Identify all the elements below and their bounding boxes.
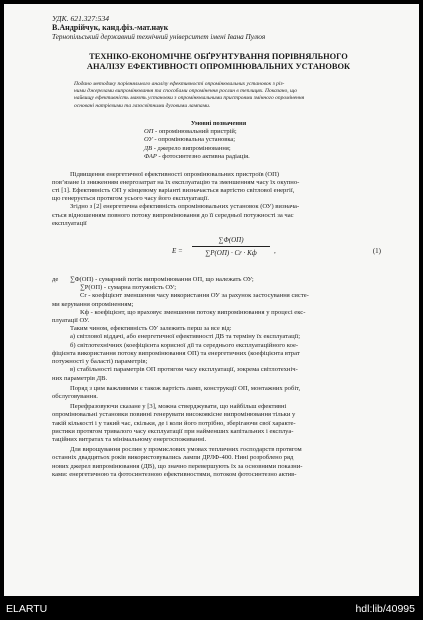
repository-footer xyxy=(0,596,423,620)
paragraph xyxy=(52,446,385,479)
equation-fraction xyxy=(192,236,270,257)
definition-continuation: ми керування опроміненням; xyxy=(52,300,134,308)
text-line: опромінювальні установки повинні генерувати високоякісне випромінювання тільки у xyxy=(52,411,296,419)
text-line: останніх двадцятьох років використовувались лампи ДРЛФ-400. Нині розроблено ряд xyxy=(52,454,294,462)
notation-desc: - опромінювальний пристрій; xyxy=(153,128,237,136)
text-line: Поряд з цим важливими є також вартість ламп, конструкції ОП, монтажних робіт, xyxy=(70,384,301,392)
abstract-line: найвищу ефективність мають установки з опромінювальними пристроями змінного опромінення xyxy=(74,95,305,102)
affiliation-line: Тернопільський державний технічний університет імені Івана Пулюя xyxy=(52,33,266,41)
title-line: АНАЛІЗУ ЕФЕКТИВНОСТІ ОПРОМІНЮВАЛЬНИХ УСТАНОВОК xyxy=(86,62,351,71)
paragraph xyxy=(52,403,385,444)
notation-desc: - джерело випромінювання; xyxy=(152,144,231,152)
definition-item: ∑P(ОП) - сумарна потужність ОУ; xyxy=(80,284,177,292)
notation-symbol: ДВ xyxy=(144,144,153,152)
article-body xyxy=(52,14,385,479)
paragraph xyxy=(52,203,385,228)
definition-continuation: плуатації ОУ. xyxy=(52,317,90,325)
notation-item xyxy=(144,136,385,144)
definition-item xyxy=(52,276,385,284)
list-item: а) світлової віддачі, або енергетичної ефективності ДВ та терміну їх експлуатації; xyxy=(70,333,301,341)
list-item: в) стабільності параметрів ОП протягом часу експлуатації, зокрема світлотехніч- xyxy=(70,366,298,374)
notation-symbol: ФАР xyxy=(144,153,157,161)
abstract xyxy=(74,81,379,110)
notation-item xyxy=(144,128,385,136)
paragraph xyxy=(52,385,385,401)
article-title xyxy=(52,52,385,72)
equation-number: (1) xyxy=(372,247,381,256)
equation-denominator: ∑P(ОП) · Cr · Kф xyxy=(205,249,257,258)
text-line: фіцієнта використання потоку випромінювання ОП) та енергетичних (коефіцієнта втрат xyxy=(52,349,300,357)
document-page xyxy=(4,4,419,596)
repository-name: ELARTU xyxy=(6,603,48,615)
equation-lhs: E = xyxy=(172,247,183,256)
text-line: обслуговування. xyxy=(52,392,98,400)
text-line: Згідно з [2] енергетична ефективність опромінювальних установок (ОУ) визнача- xyxy=(70,203,300,211)
list-item: б) світлотехнічних (коефіцієнта корисної дії та середнього експлуатаційного кое- xyxy=(70,341,299,349)
notation-symbol: ОП xyxy=(144,128,154,136)
factor-list xyxy=(52,333,385,382)
author-line: В.Андрійчук, канд.фіз.-мат.наук xyxy=(52,23,169,32)
text-line: Підвищення енергетичної ефективності опромінювальних пристроїв (ОП) xyxy=(70,170,280,178)
text-line: ками: енергетичною та фотосинтезною ефективностями, потоком фотосинтезно актив- xyxy=(52,470,297,478)
text-line: потужності у баласті) параметрів; xyxy=(52,358,148,366)
abstract-line: Подано методику порівняльного аналізу ефективності опромінювальних установок з різ- xyxy=(74,81,285,87)
title-line: ТЕХНІКО-ЕКОНОМІЧНЕ ОБҐРУНТУВАННЯ ПОРІВНЯЛЬНОГО xyxy=(89,52,348,61)
text-line: Перефразовуючи сказане у [3], можна стверджувати, що найбільш ефективні xyxy=(70,403,287,411)
text-line: що генерується протягом усього часу його експлуатації. xyxy=(52,195,210,203)
text-line: такій кількості і у такий час, скільки, де і коли його потрібно, зберігаючи свої характе- xyxy=(52,419,296,427)
text-line: Для вирощування рослин у промислових умовах тепличних господарств протягом xyxy=(70,446,302,454)
definition-item: Kф - коефіцієнт, що враховує зменшення потоку випромінювання у процесі екс- xyxy=(80,308,306,316)
text-line: сті [1]. Ефективність ОП у кінцевому варіанті визначається вартістю світлової енергії, xyxy=(52,187,295,195)
handle-id: hdl:lib/40995 xyxy=(355,603,415,615)
definition-text: ∑Φ(ОП) - сумарний потік випромінювання ОП, що належать ОУ; xyxy=(70,276,254,284)
notation-desc: - опромінювальна установка; xyxy=(152,136,236,144)
notation-item xyxy=(144,145,385,153)
udk-code: УДК. 621.327:534 xyxy=(52,14,110,23)
definitions xyxy=(52,276,385,325)
notation-list xyxy=(144,128,385,162)
notation-heading: Умовні позначення xyxy=(190,119,247,127)
text-line: них параметрів ДВ. xyxy=(52,374,108,382)
notation-desc: - фотосинтезно активна радіація. xyxy=(156,153,250,161)
notation-symbol: ОУ xyxy=(144,136,153,144)
equation-tail: , xyxy=(274,247,276,256)
abstract-line: основані натрієвими та газосвітними дуговими лампами. xyxy=(74,102,211,109)
text-line: таційних витратах та мінімальному енергоспоживанні. xyxy=(52,435,207,443)
text-line: експлуатації xyxy=(52,219,87,227)
paragraph xyxy=(52,171,385,204)
equation-numerator: ∑Φ(ОП) xyxy=(192,236,270,247)
text-line: ристики протягом тривалого часу експлуатації при найменших капітальних і експлуа- xyxy=(52,427,294,435)
equation-1 xyxy=(52,234,385,270)
text-line: нових джерел випромінювання (ДВ), що значно перевершують їх за основними показни- xyxy=(52,462,303,470)
text-line: Таким чином, ефективність ОУ залежить перш за все від: xyxy=(70,325,232,333)
notation-item xyxy=(144,153,385,161)
text-line: пов’язане із зниженням енергозатрат на їх експлуатацію та зменшенням часу їх окупно- xyxy=(52,178,300,186)
abstract-line: ними джерелами випромінювання та способами опромінення рослин в теплицях. Показано, що xyxy=(74,88,297,95)
definition-item: Cr - коефіцієнт зменшення часу використання ОУ за рахунок застосування систе- xyxy=(80,292,309,300)
definition-lead: де xyxy=(52,276,59,284)
text-line: ється відношенням повного потоку випромінювання до її середньої потужності за час xyxy=(52,211,294,219)
